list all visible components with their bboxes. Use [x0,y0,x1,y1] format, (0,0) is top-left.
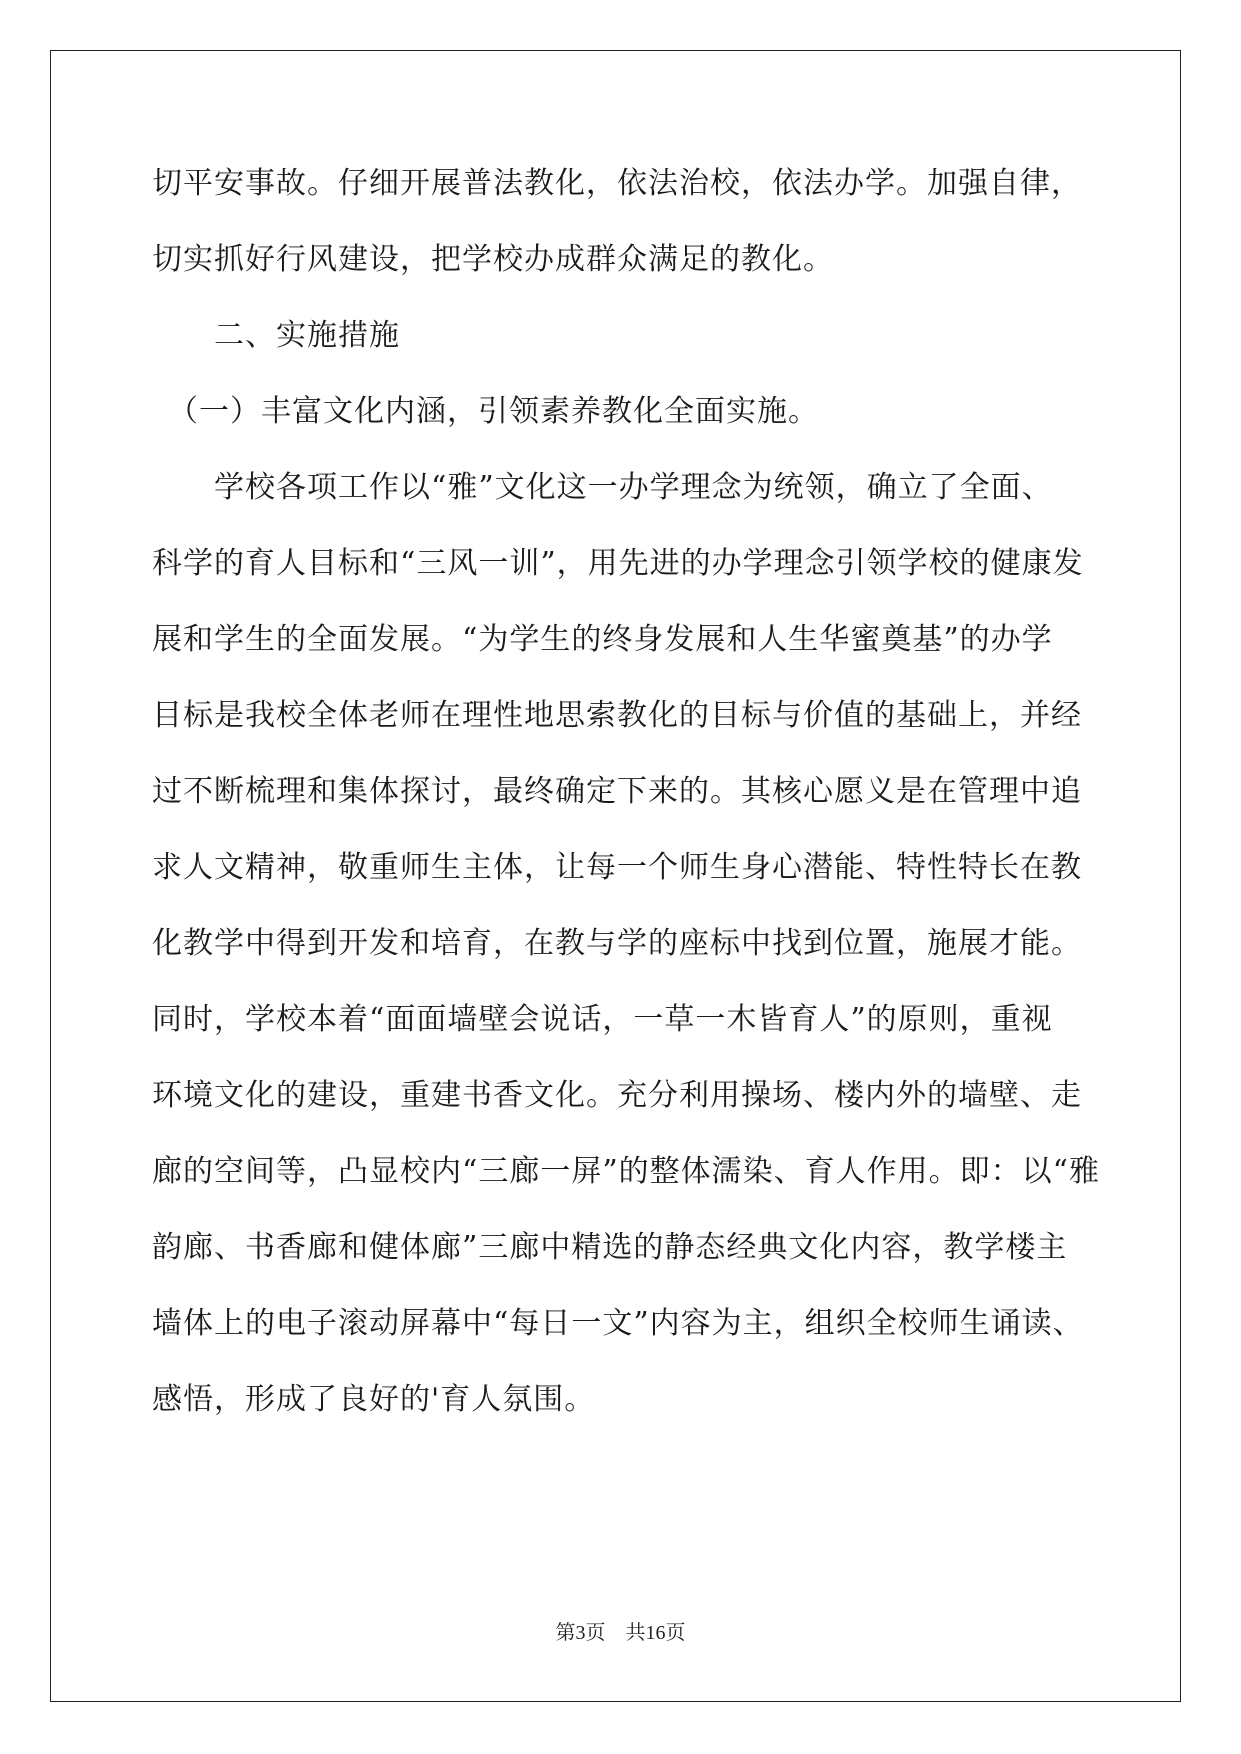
subsection-heading: （一）丰富文化内涵，引领素养教化全面实施。 [152,394,819,429]
body-line: 同时，学校本着“面面墙壁会说话，一草一木皆育人”的原则，重视 [152,1002,1053,1037]
body-line: 切平安事故。仔细开展普法教化，依法治校，依法办学。加强自律， [152,166,1082,201]
page-footer [0,1616,1241,1645]
body-line: 切实抓好行风建设，把学校办成群众满足的教化。 [152,242,834,277]
body-line: 感悟，形成了良好的'育人氛围。 [152,1382,596,1417]
body-line: 墙体上的电子滚动屏幕中“每日一文”内容为主，组织全校师生诵读、 [152,1306,1084,1341]
body-line: 展和学生的全面发展。“为学生的终身发展和人生华蜜奠基”的办学 [152,622,1053,657]
body-line: 化教学中得到开发和培育，在教与学的座标中找到位置，施展才能。 [152,926,1082,961]
page-number: 第3页 共16页 [555,1622,686,1644]
body-line: 廊的空间等，凸显校内“三廊一屏”的整体濡染、育人作用。即：以“雅 [152,1154,1101,1189]
body-line: 目标是我校全体老师在理性地思索教化的目标与价值的基础上，并经 [152,698,1082,733]
body-line: 科学的育人目标和“三风一训”，用先进的办学理念引领学校的健康发 [152,546,1084,581]
body-line: 环境文化的建设，重建书香文化。充分利用操场、楼内外的墙壁、走 [152,1078,1082,1113]
body-line: 求人文精神，敬重师生主体，让每一个师生身心潜能、特性特长在教 [152,850,1082,885]
section-heading: 二、实施措施 [152,318,400,353]
body-line: 学校各项工作以“雅”文化这一办学理念为统领，确立了全面、 [152,470,1053,505]
body-line: 过不断梳理和集体探讨，最终确定下来的。其核心愿义是在管理中追 [152,774,1082,809]
body-line: 韵廊、书香廊和健体廊”三廊中精选的静态经典文化内容，教学楼主 [152,1230,1068,1265]
